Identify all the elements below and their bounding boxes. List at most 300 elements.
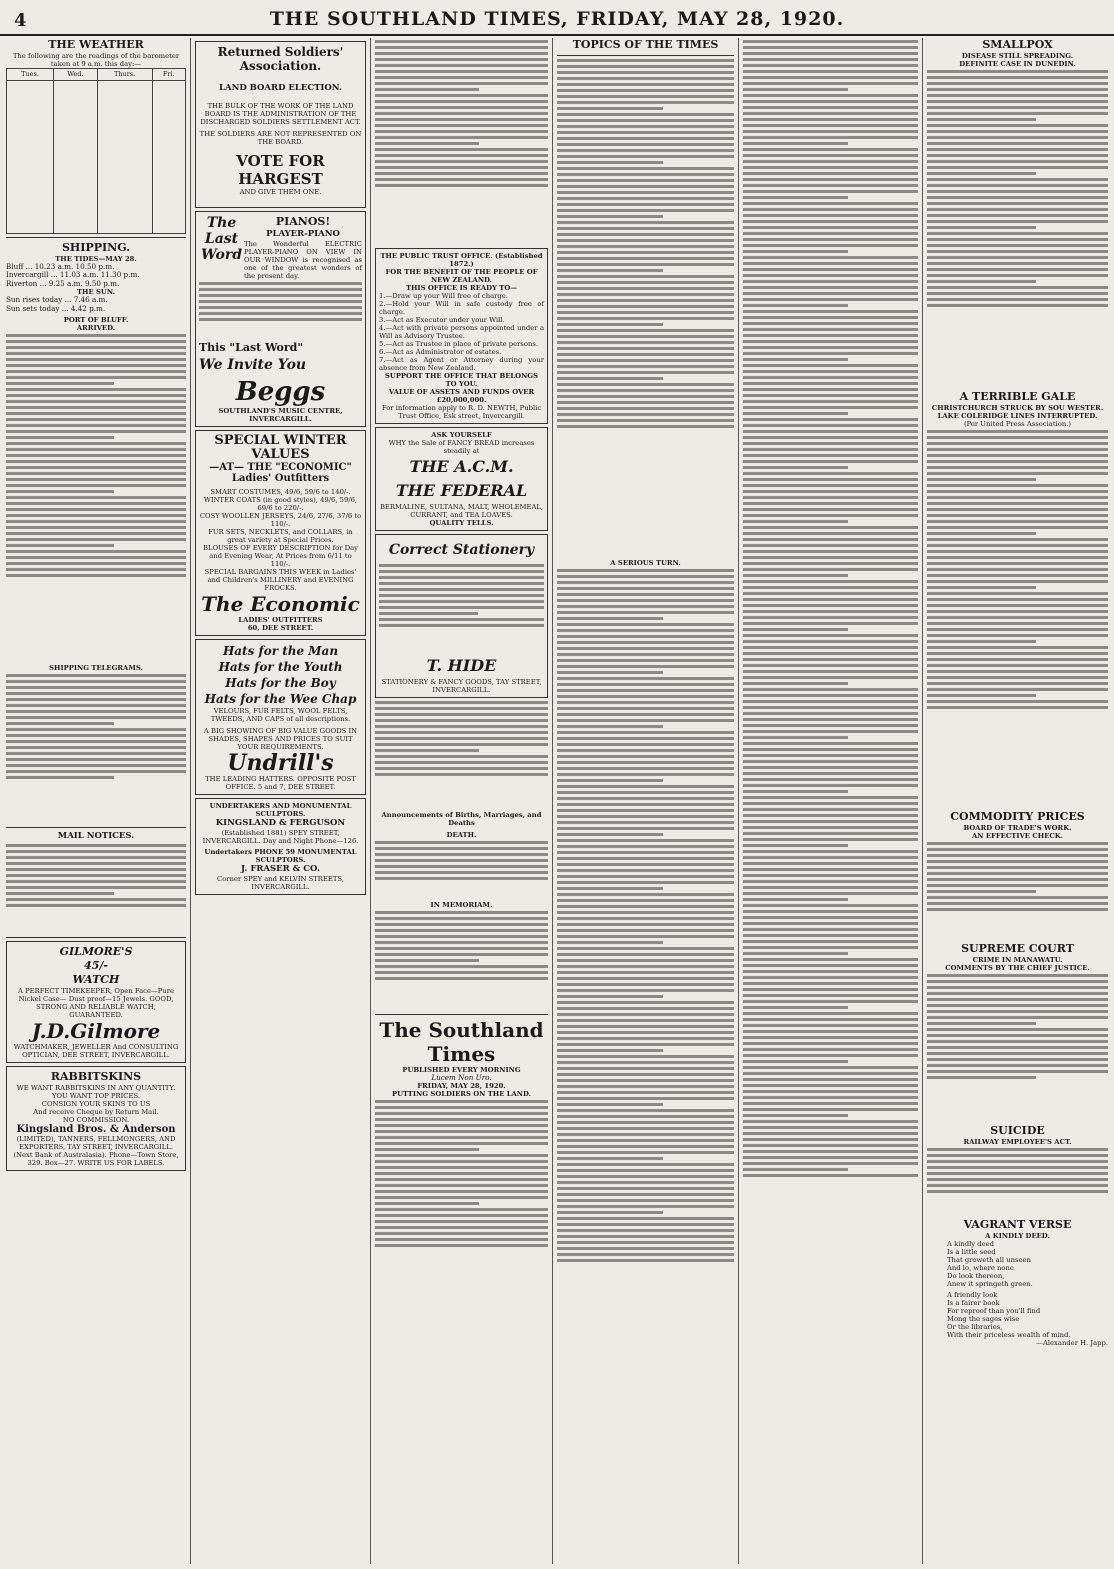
- text-line: [6, 382, 114, 385]
- text-line: [6, 856, 186, 859]
- text-line: [743, 1114, 848, 1117]
- text-line: [927, 616, 1108, 619]
- text-line: [743, 682, 848, 685]
- day-label: Wed.: [54, 69, 98, 81]
- text-line: [927, 298, 1108, 301]
- text-line: [379, 618, 544, 621]
- text-line: [743, 856, 918, 859]
- text-line: [743, 82, 918, 85]
- text-line: [743, 1060, 848, 1063]
- text-line: [927, 842, 1108, 845]
- text-line: [927, 256, 1108, 259]
- text-line: [927, 664, 1108, 667]
- acm-heading: THE A.C.M.: [409, 457, 514, 476]
- economic-item: FUR SETS, NECKLETS, and COLLARS, in great variety at Special Prices.: [208, 528, 353, 544]
- text-line: [375, 841, 548, 844]
- text-line: [743, 946, 918, 949]
- text-line: [557, 983, 734, 986]
- text-line: [557, 329, 734, 332]
- text-line: [557, 1091, 734, 1094]
- text-line: [6, 400, 186, 403]
- text-line: [557, 707, 734, 710]
- text-line: [375, 977, 548, 980]
- text-line: [927, 112, 1108, 115]
- text-line: [927, 178, 1108, 181]
- text-line: [6, 776, 114, 779]
- text-line: [557, 419, 734, 422]
- text-line: [557, 833, 663, 836]
- death-heading: DEATH.: [446, 831, 477, 839]
- text-line: [927, 1046, 1108, 1049]
- text-line: [557, 1211, 663, 1214]
- text-line: [927, 688, 1108, 691]
- text-line: [743, 388, 918, 391]
- text-line: [927, 700, 1108, 703]
- text-line: [6, 692, 186, 695]
- text-line: [375, 46, 548, 49]
- land-board-text2: THE SOLDIERS ARE NOT REPRESENTED ON THE BOARD.: [199, 130, 362, 146]
- text-line: [379, 624, 544, 627]
- text-line: [6, 716, 186, 719]
- rabbitskins-heading: RABBITSKINS: [50, 1070, 142, 1084]
- text-line: [557, 347, 734, 350]
- text-line: [557, 785, 734, 788]
- text-line: [557, 113, 734, 116]
- text-line: [375, 106, 548, 109]
- smallpox-heading: SMALLPOX: [982, 38, 1053, 51]
- text-line: [743, 868, 918, 871]
- text-line: [6, 454, 186, 457]
- supreme-text: [927, 974, 1108, 1124]
- text-line: [6, 898, 186, 901]
- text-line: [927, 508, 1108, 511]
- suicide-sub: RAILWAY EMPLOYEE'S ACT.: [963, 1138, 1072, 1146]
- text-line: [375, 142, 479, 145]
- text-line: [927, 100, 1108, 103]
- piano-ad-text: [199, 282, 362, 342]
- text-line: [379, 588, 544, 591]
- text-line: [557, 767, 734, 770]
- text-line: [557, 101, 734, 104]
- text-line: [743, 586, 918, 589]
- text-line: [927, 484, 1108, 487]
- text-line: [557, 311, 734, 314]
- text-line: [927, 1040, 1108, 1043]
- pt-item: 7.—Act as Agent or Attorney during your absence from New Zealand.: [379, 356, 544, 372]
- text-line: [557, 1133, 734, 1136]
- mail-text: [6, 844, 186, 934]
- text-line: [6, 412, 186, 415]
- poem-line: Mong the sages wise: [947, 1315, 1020, 1323]
- undertakers-ad: [195, 798, 366, 895]
- rabbit-line: WE WANT RABBITSKINS IN ANY QUANTITY.: [16, 1084, 176, 1093]
- text-line: [743, 604, 918, 607]
- text-line: [557, 935, 734, 938]
- text-line: [557, 1127, 734, 1130]
- text-line: [557, 1079, 734, 1082]
- text-line: [927, 676, 1108, 679]
- text-line: [199, 282, 362, 285]
- text-line: [743, 412, 848, 415]
- text-line: [199, 306, 362, 309]
- text-line: [743, 382, 918, 385]
- text-line: [375, 877, 548, 880]
- text-line: [199, 312, 362, 315]
- text-line: [743, 922, 918, 925]
- text-line: [743, 1018, 918, 1021]
- text-line: [557, 881, 734, 884]
- text-line: [743, 1072, 918, 1075]
- text-line: [927, 992, 1108, 995]
- gale-heading: A TERRIBLE GALE: [959, 390, 1076, 403]
- text-line: [557, 1115, 734, 1118]
- text-line: [557, 1025, 734, 1028]
- land-board-text: THE BULK OF THE WORK OF THE LAND BOARD IS THE ADMINISTRATION OF THE DISCHARGED SOLDIERS SETTLEMENT ACT.: [200, 102, 361, 126]
- text-line: [927, 70, 1108, 73]
- text-line: [557, 995, 663, 998]
- text-line: [6, 484, 186, 487]
- text-line: [375, 166, 548, 169]
- text-line: [6, 520, 186, 523]
- text-line: [557, 719, 734, 722]
- text-line: [557, 149, 734, 152]
- text-line: [557, 695, 734, 698]
- text-line: [743, 736, 848, 739]
- text-line: [927, 1064, 1108, 1067]
- text-line: [375, 1208, 548, 1211]
- text-line: [6, 352, 186, 355]
- text-line: [557, 701, 734, 704]
- tide-line: Invercargill ... 11.03 a.m. 11.30 p.m.: [6, 270, 140, 280]
- text-line: [375, 94, 548, 97]
- text-line: [743, 754, 918, 757]
- text-line: [743, 814, 918, 817]
- text-line: [743, 964, 918, 967]
- text-line: [743, 712, 918, 715]
- text-line: [743, 598, 918, 601]
- text-line: [743, 436, 918, 439]
- poem-line: A friendly look: [947, 1291, 998, 1299]
- text-line: [743, 718, 918, 721]
- text-line: [6, 418, 186, 421]
- text-line: [6, 496, 186, 499]
- text-line: [927, 1148, 1108, 1151]
- text-line: [375, 70, 548, 73]
- text-line: [557, 845, 734, 848]
- kingsland-heading: Kingsland Bros. & Anderson: [16, 1124, 176, 1136]
- text-line: [557, 599, 734, 602]
- text-line: [743, 466, 848, 469]
- text-line: [743, 760, 918, 763]
- text-line: [557, 1007, 734, 1010]
- telegrams-text: [6, 674, 186, 824]
- text-line: [557, 401, 734, 404]
- text-line: [743, 460, 918, 463]
- text-line: [743, 952, 848, 955]
- poem-line: With their priceless wealth of mind.: [947, 1331, 1071, 1339]
- newspaper-nameplate: The Southland Times: [379, 1018, 544, 1066]
- text-line: [557, 317, 734, 320]
- text-line: [375, 76, 548, 79]
- text-line: [557, 749, 734, 752]
- tides-heading: THE TIDES—MAY 28.: [55, 255, 137, 263]
- text-line: [375, 184, 548, 187]
- text-line: [927, 682, 1108, 685]
- text-line: [927, 526, 1108, 529]
- barometer-chart: [6, 68, 186, 234]
- text-line: [743, 838, 918, 841]
- text-line: [743, 1066, 918, 1069]
- text-line: [743, 484, 918, 487]
- text-line: [927, 496, 1108, 499]
- text-line: [379, 582, 544, 585]
- text-line: [375, 1238, 548, 1241]
- text-line: [557, 257, 734, 260]
- gilmore-tagline: WATCHMAKER, JEWELLER And CONSULTING OPTICIAN, DEE STREET, INVERCARGILL.: [13, 1043, 179, 1060]
- text-line: [557, 335, 734, 338]
- text-line: [6, 562, 186, 565]
- poem-line: For reproof than you'll find: [947, 1307, 1041, 1315]
- text-line: [6, 568, 186, 571]
- text-line: [927, 448, 1108, 451]
- text-line: [6, 358, 186, 361]
- text-line: [927, 646, 1108, 649]
- continued-article-text: [375, 40, 548, 245]
- text-line: [557, 179, 734, 182]
- text-line: [557, 185, 734, 188]
- text-line: [743, 898, 848, 901]
- text-line: [743, 1048, 918, 1051]
- text-line: [379, 612, 478, 615]
- text-line: [743, 694, 918, 697]
- text-line: [199, 294, 362, 297]
- text-line: [375, 935, 548, 938]
- hide-heading: T. HIDE: [426, 656, 497, 675]
- text-line: [557, 413, 734, 416]
- text-line: [375, 1118, 548, 1121]
- text-line: [557, 143, 734, 146]
- sun-line: Sun rises today ... 7.46 a.m.: [6, 295, 108, 305]
- text-line: [743, 940, 918, 943]
- text-line: [743, 532, 918, 535]
- text-line: [557, 1241, 734, 1244]
- text-line: [927, 580, 1108, 583]
- text-line: [557, 1199, 734, 1202]
- text-line: [927, 244, 1108, 247]
- text-line: [743, 154, 918, 157]
- text-line: [379, 564, 544, 567]
- text-line: [557, 1097, 734, 1100]
- text-line: [6, 844, 186, 847]
- text-line: [927, 94, 1108, 97]
- text-line: [743, 646, 918, 649]
- text-line: [743, 1168, 848, 1171]
- gilmore-watch: WATCH: [72, 973, 120, 987]
- text-line: [375, 773, 548, 776]
- text-line: [557, 395, 734, 398]
- text-line: [743, 568, 918, 571]
- text-line: [557, 737, 734, 740]
- text-line: [927, 196, 1108, 199]
- text-line: [927, 130, 1108, 133]
- beggs-subtitle: SOUTHLAND'S MUSIC CENTRE, INVERCARGILL.: [218, 407, 343, 423]
- text-line: [6, 886, 186, 889]
- text-line: [375, 1190, 548, 1193]
- text-line: [927, 490, 1108, 493]
- text-line: [375, 1106, 548, 1109]
- text-line: [743, 58, 918, 61]
- gilmore-price: 45/-: [84, 959, 108, 973]
- text-line: [743, 748, 918, 751]
- port-heading: PORT OF BLUFF.: [63, 316, 129, 325]
- economic-item: COSY WOOLLEN JERSEYS, 24/6, 27/6, 37/6 to 110/-.: [199, 512, 362, 528]
- text-line: [743, 70, 918, 73]
- text-line: [743, 610, 918, 613]
- text-line: [927, 460, 1108, 463]
- text-line: [557, 923, 734, 926]
- text-line: [743, 112, 918, 115]
- text-line: [743, 196, 848, 199]
- piano-text: The Wonderful ELECTRIC PLAYER-PIANO ON VIEW IN OUR WINDOW is recognised as one of the greatest wonders of the present day.: [244, 240, 362, 280]
- text-line: [927, 76, 1108, 79]
- text-line: [375, 1160, 548, 1163]
- text-line: [557, 263, 734, 266]
- text-line: [927, 658, 1108, 661]
- text-line: [927, 1022, 1036, 1025]
- text-line: [557, 623, 734, 626]
- page-number: 4: [14, 10, 27, 31]
- text-line: [927, 502, 1108, 505]
- text-line: [557, 617, 663, 620]
- text-line: [6, 436, 114, 439]
- text-line: [743, 790, 848, 793]
- text-line: [375, 761, 548, 764]
- text-line: [557, 677, 734, 680]
- text-line: [743, 142, 848, 145]
- text-line: [557, 227, 734, 230]
- poem-line: And lo, where none: [947, 1264, 1014, 1272]
- text-line: [557, 659, 734, 662]
- text-line: [743, 916, 918, 919]
- text-line: [557, 947, 734, 950]
- text-line: [743, 658, 918, 661]
- text-line: [557, 1067, 734, 1070]
- text-line: [743, 1156, 918, 1159]
- text-line: [743, 178, 918, 181]
- text-line: [557, 857, 734, 860]
- text-line: [199, 318, 362, 321]
- tide-line: Riverton ... 9.25 a.m. 9.50 p.m.: [6, 278, 120, 288]
- text-line: [6, 424, 186, 427]
- memoriam-text: [375, 911, 548, 1011]
- text-line: [743, 772, 918, 775]
- text-line: [927, 214, 1108, 217]
- text-line: [743, 1162, 918, 1165]
- text-line: [743, 190, 918, 193]
- text-line: [743, 76, 918, 79]
- text-line: [557, 71, 734, 74]
- topics-text: [557, 59, 734, 559]
- newspaper-title: THE SOUTHLAND TIMES, FRIDAY, MAY 28, 1920.: [269, 8, 845, 30]
- text-line: [375, 154, 548, 157]
- text-line: [375, 847, 548, 850]
- text-line: [557, 875, 734, 878]
- column-6: [927, 38, 1108, 1564]
- this-last-word: This "Last Word": [199, 341, 304, 354]
- text-line: [927, 562, 1108, 565]
- text-line: [557, 1169, 734, 1172]
- text-line: [743, 862, 918, 865]
- text-line: [557, 827, 734, 830]
- text-line: [6, 752, 186, 755]
- text-line: [557, 683, 734, 686]
- rabbit-line: And receive Cheque by Return Mail.: [33, 1108, 159, 1117]
- text-line: [557, 941, 663, 944]
- economic-item: WINTER COATS (in good styles), 49/6, 59/6, 69/6 to 220/-.: [203, 496, 358, 512]
- text-line: [927, 142, 1108, 145]
- text-line: [927, 872, 1108, 875]
- text-line: [557, 1073, 734, 1076]
- text-line: [557, 1163, 734, 1166]
- pt-support: SUPPORT THE OFFICE THAT BELONGS TO YOU.: [384, 372, 539, 388]
- text-line: [743, 526, 918, 529]
- text-line: [927, 160, 1108, 163]
- text-line: [6, 728, 186, 731]
- text-line: [557, 275, 734, 278]
- text-line: [743, 160, 918, 163]
- death-text: [375, 841, 548, 901]
- text-line: [743, 550, 918, 553]
- text-line: [743, 118, 918, 121]
- undrills-ad: [195, 639, 366, 795]
- public-trust-ad: [375, 248, 548, 424]
- text-line: [743, 298, 918, 301]
- text-line: [557, 191, 734, 194]
- text-line: [743, 1102, 918, 1105]
- text-line: [743, 874, 918, 877]
- text-line: [743, 994, 918, 997]
- text-line: [557, 917, 734, 920]
- text-line: [927, 592, 1108, 595]
- economic-subtitle: LADIES' OUTFITTERS: [238, 616, 323, 624]
- text-line: [375, 1142, 548, 1145]
- pt-item: 3.—Act as Executor under your Will.: [379, 316, 505, 324]
- text-line: [557, 797, 734, 800]
- text-line: [557, 425, 734, 428]
- text-line: [6, 472, 186, 475]
- text-line: [557, 1121, 734, 1124]
- hats-line: Hats for the Man: [222, 644, 339, 658]
- text-line: [6, 862, 186, 865]
- text-line: [557, 281, 734, 284]
- text-line: [557, 653, 734, 656]
- serious-turn-heading: A SERIOUS TURN.: [610, 559, 681, 567]
- text-line: [557, 1049, 663, 1052]
- day-label: Tues.: [7, 69, 54, 81]
- text-line: [557, 383, 734, 386]
- text-line: [375, 1196, 548, 1199]
- text-line: [927, 268, 1108, 271]
- text-line: [557, 377, 663, 380]
- text-line: [557, 221, 734, 224]
- topics-heading: TOPICS OF THE TIMES: [572, 38, 719, 51]
- text-line: [557, 575, 734, 578]
- text-line: [557, 689, 734, 692]
- text-line: [557, 905, 734, 908]
- editorial-date: FRIDAY, MAY 28, 1920.: [417, 1082, 506, 1091]
- text-line: [927, 280, 1036, 283]
- rabbitskins-ad: [6, 1066, 186, 1171]
